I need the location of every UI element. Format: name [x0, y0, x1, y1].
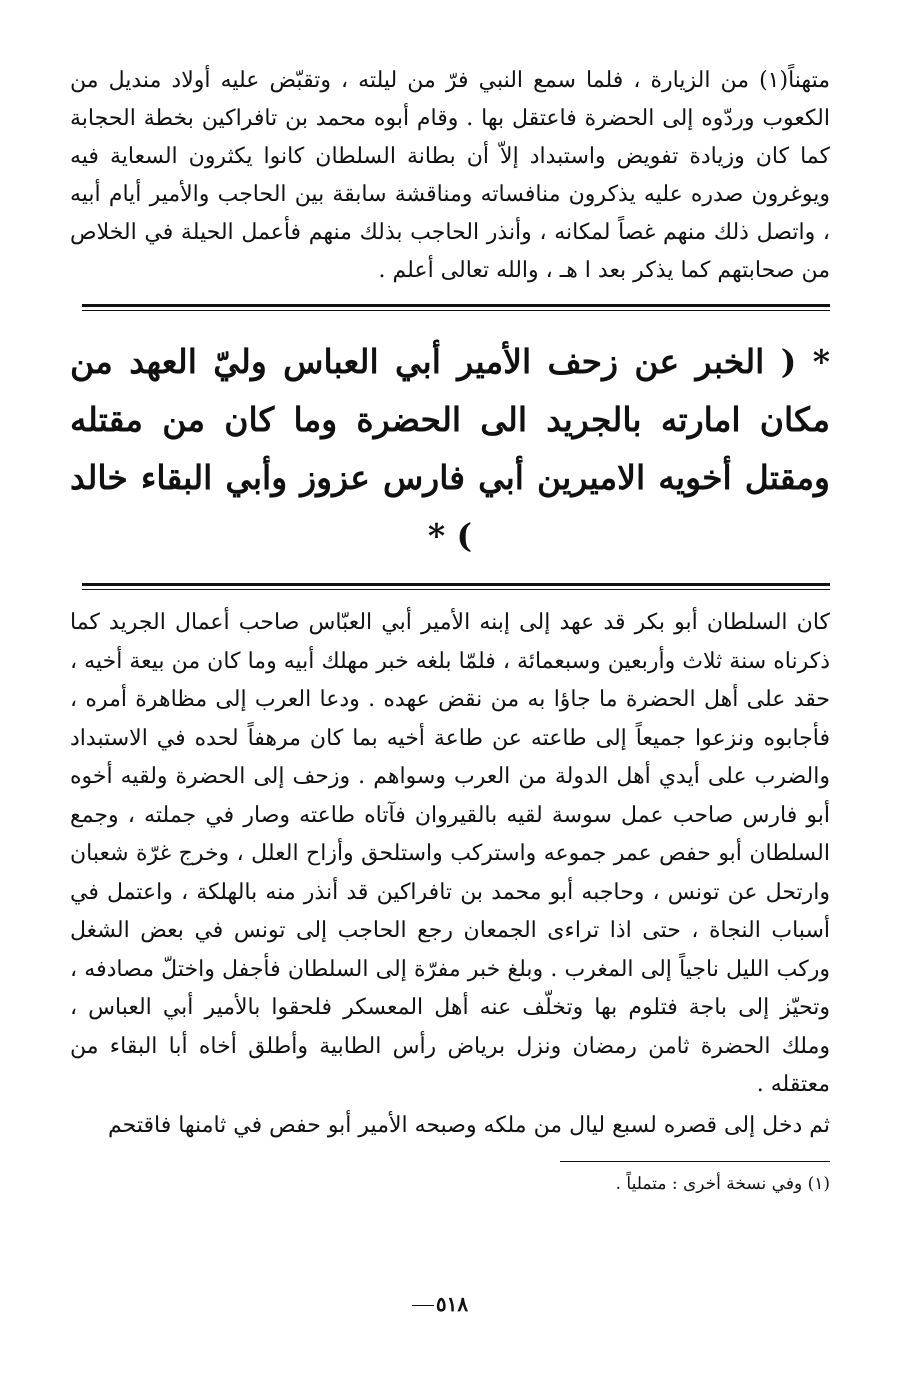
heading-top-rule — [82, 304, 830, 311]
body-paragraph: كان السلطان أبو بكر قد عهد إلى إبنه الأمير أبي العبّاس صاحب أعمال الجريد كما ذكرناه سنة ثلاث وأربعين وسبعمائة ، فلمّا بلغه خبر مهلك أبيه وما كان من بيعة أخيه ، حقد على أهل الحضرة ما جاؤا به من نقض عهده . ودعا العرب إلى مظاهرة أمره ، فأجابوه ونزعوا جميعاً إلى طاعته عن طاعة أخيه بما كان مرهفاً لحده في الاستبداد والضرب على أيدي أهل الدولة من العرب وسواهم . وزحف إلى الحضرة ولقيه أخوه أبو فارس صاحب عمل سوسة لقيه بالقيروان فآتاه طاعته وصار في جملته ، وجمع السلطان أبو حفص عمر جموعه واستركب واستلحق وأزاح العلل ، وخرج غرّة شعبان وارتحل عن تونس ، وحاجبه أبو محمد بن تافراكين قد أنذر منه بالهلكة ، واعتمل في أسباب النجاة ، حتى اذا تراءى الجمعان رجع الحاجب إلى تونس في بعض الشغل وركب الليل ناجياً إلى المغرب . وبلغ خبر مفرّة إلى السلطان فأجفل واختلّ مصادفه ، وتحيّز إلى باجة فتلوم بها وتخلّف عنه أهل المعسكر فلحقوا بالأمير أبي العباس ، وملك الحضرة ثامن رمضان ونزل برياض رأس الطابية وأطلق أخاه أبا البقاء من معتقله . — [70, 610, 830, 1097]
page-number — [380, 1292, 500, 1316]
page-number-dash — [412, 1305, 434, 1306]
section-heading: * ( الخبر عن زحف الأمير أبي العباس وليّ العهد من مكان امارته بالجريد الى الحضرة وما كان من مقتله ومقتل أخويه الاميرين أبي فارس عزوز وأبي البقاء خالد ) * — [70, 342, 830, 555]
book-page — [70, 62, 830, 1196]
body-block — [70, 604, 830, 1145]
footnote: (١) وفي نسخة أخرى : متملياً . — [615, 1174, 830, 1194]
last-paragraph: ثم دخل إلى قصره لسبع ليال من ملكه وصبحه الأمير أبو حفص في ثامنها فاقتحم — [108, 1112, 830, 1138]
page-number-text: ٥١٨ — [435, 1292, 469, 1316]
heading-bottom-rule — [82, 583, 830, 590]
footnote-separator — [560, 1161, 830, 1162]
top-paragraph: متهناً(١) من الزيارة ، فلما سمع النبي فرّ من ليلته ، وتقبّض عليه أولاد منديل من الكعوب وردّوه إلى الحضرة فاعتقل بها . وقام أبوه محمد بن تافراكين بخطة الحجابة كما كان وزيادة تفويض واستبداد إلاّ أن بطانة السلطان كانوا يكثرون السعاية فيه ويوغرون صدره عليه يذكرون منافساته ومناقشة سابقة بين الحاجب والأمير أيام أبيه ، واتصل ذلك منهم غصاً لمكانه ، وأنذر الحاجب بذلك منهم فأعمل الحيلة في الخلاص من صحابتهم كما يذكر بعد ا هـ ، والله تعالى أعلم . — [70, 68, 830, 283]
